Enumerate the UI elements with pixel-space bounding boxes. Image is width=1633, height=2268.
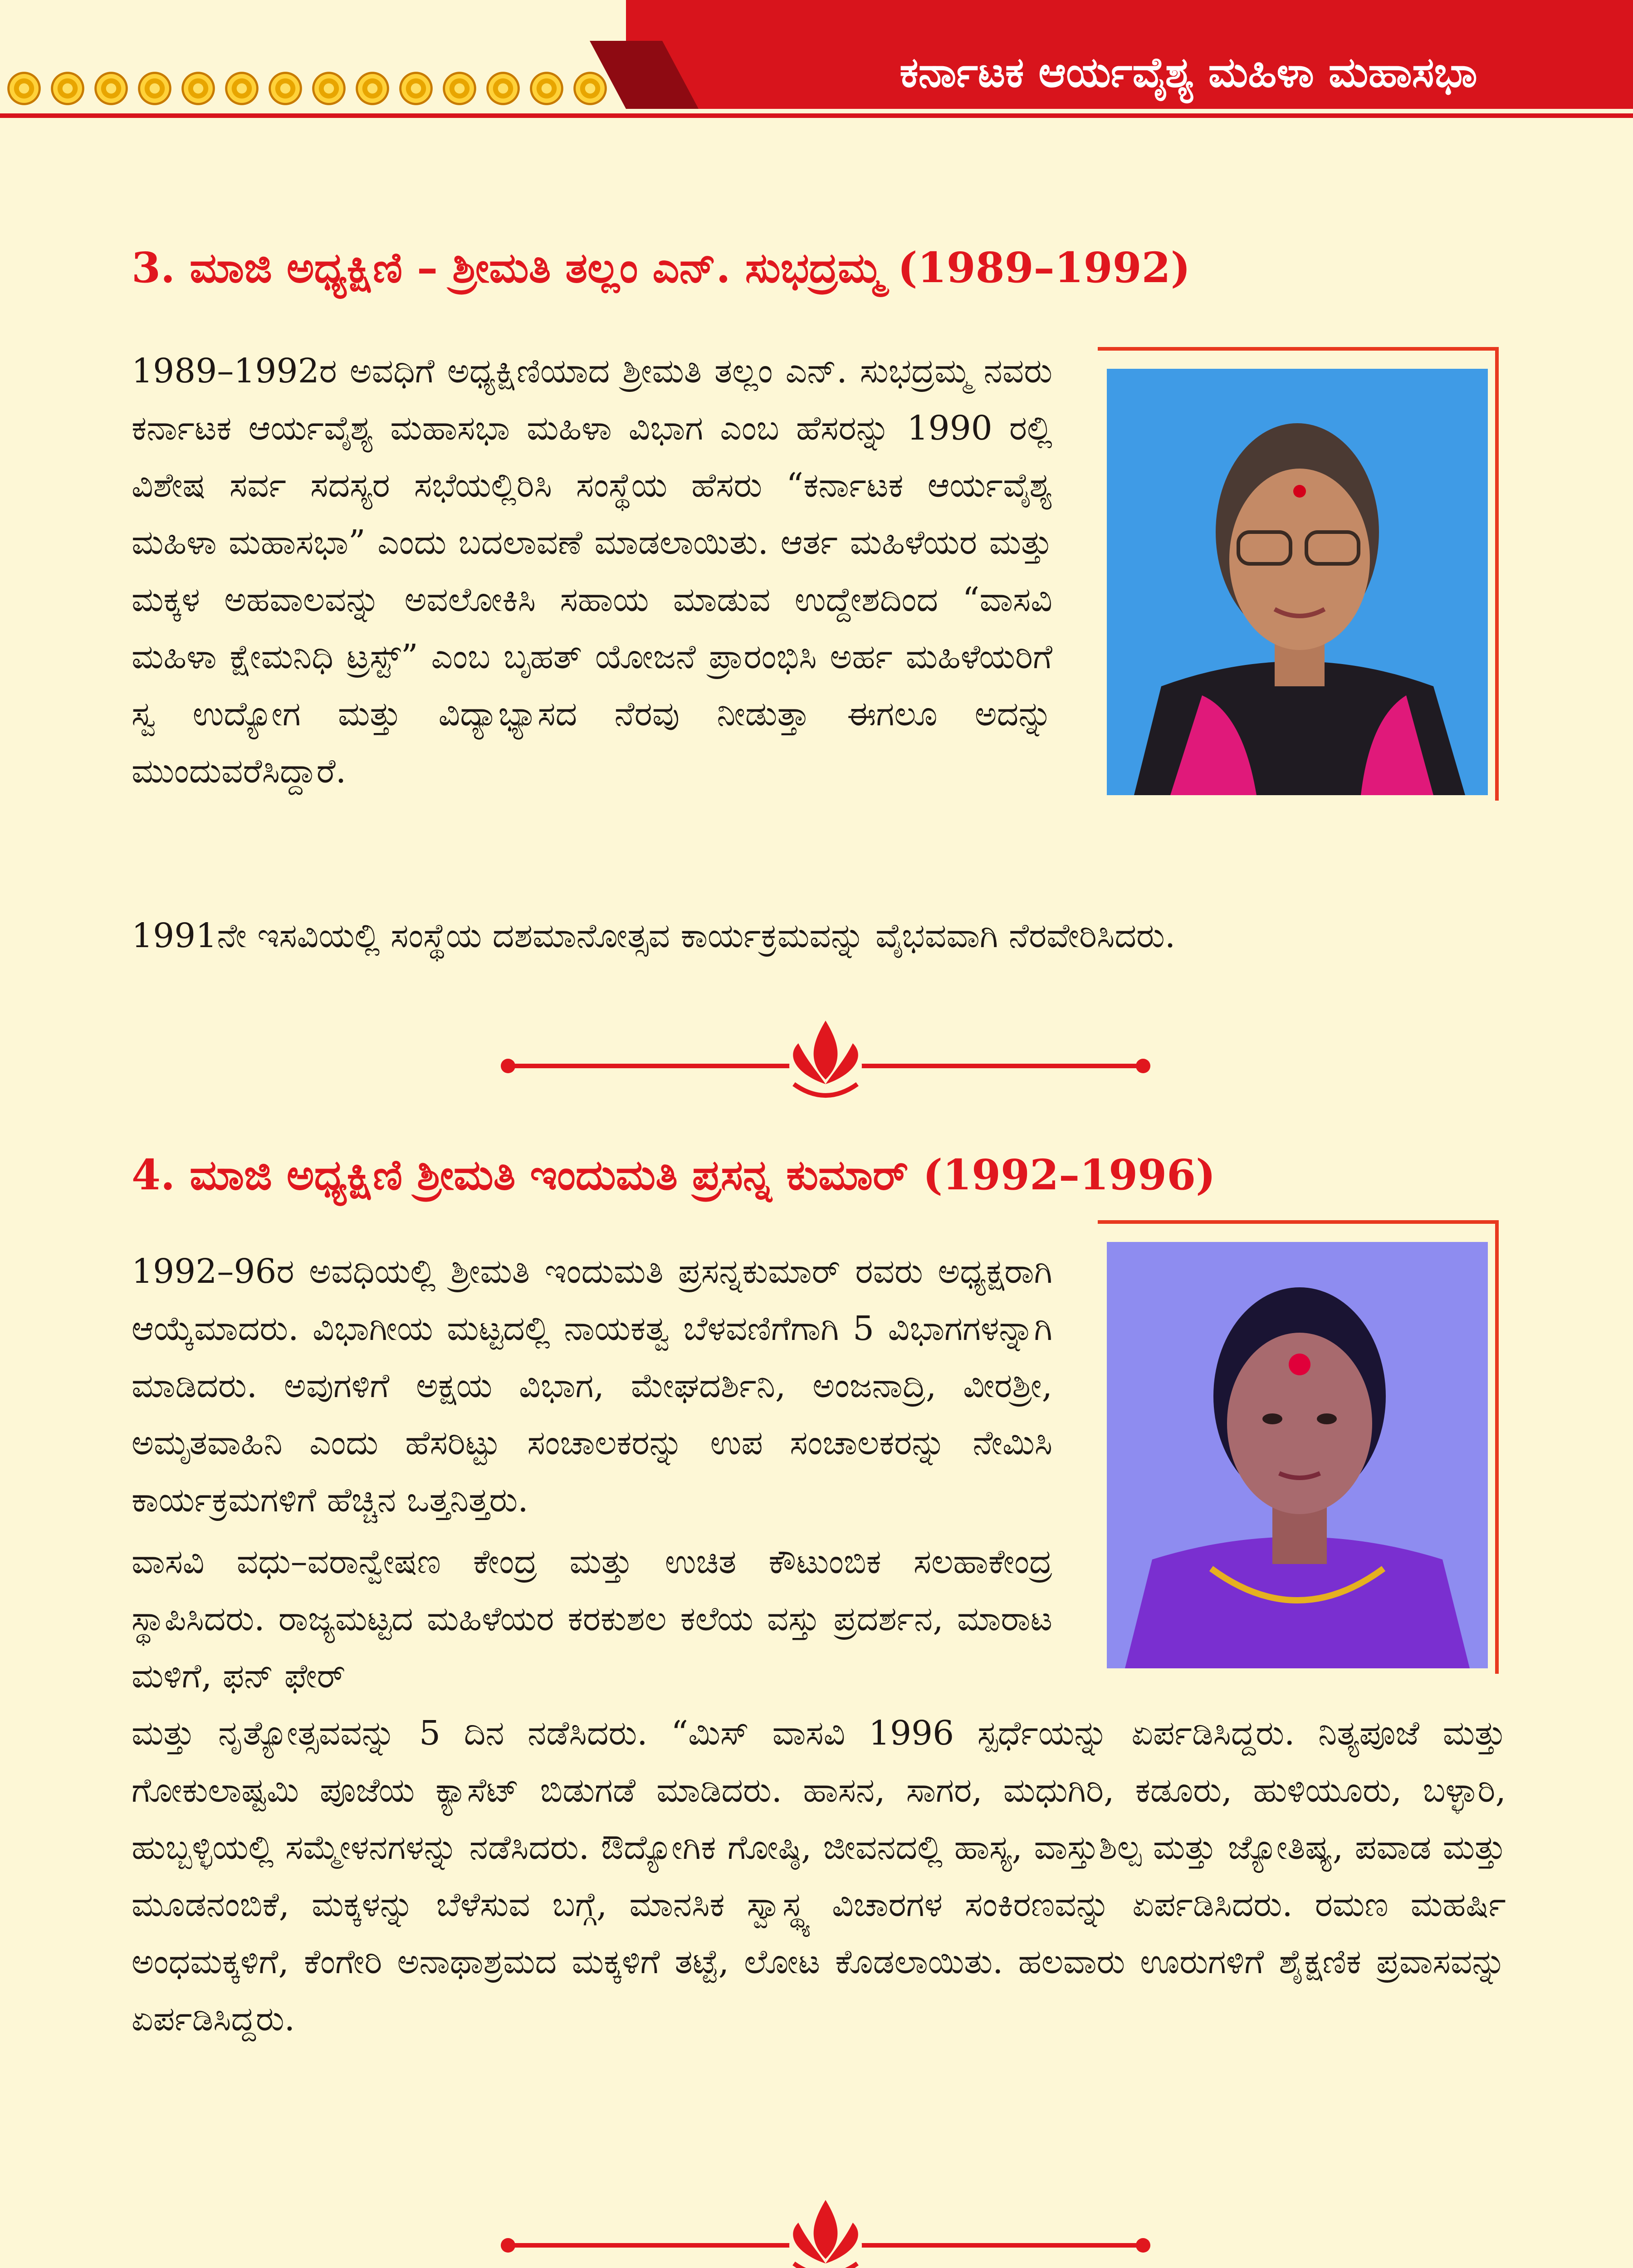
section-3-portrait-photo [1107,369,1488,795]
section-3-photo-frame [1098,347,1499,801]
flower-ornament [222,69,261,108]
section-3-heading: 3. ಮಾಜಿ ಅಧ್ಯಕ್ಷಿಣಿ – ಶ್ರೀಮತಿ ತಲ್ಲಂ ಎನ್. ಸುಭದ್ರಮ್ಮ (1989–1992) [132,243,1191,292]
flower-ornament [48,69,87,108]
header-rule [0,113,1633,118]
flower-ornament [92,69,131,108]
section-4-portrait-photo [1107,1242,1488,1668]
flower-ornament [5,69,44,108]
flower-ornament [266,69,305,108]
section-3-paragraph: 1989–1992ರ ಅವಧಿಗೆ ಅಧ್ಯಕ್ಷಿಣಿಯಾದ ಶ್ರೀಮತಿ ತಲ್ಲಂ ಎನ್. ಸುಭದ್ರಮ್ಮ ನವರು ಕರ್ನಾಟಕ ಆರ್ಯವೈಶ್ಯ ಮಹಾಸಭಾ ಮಹಿಳಾ ವಿಭಾಗ ಎಂಬ ಹೆಸರನ್ನು 1990 ರಲ್ಲಿ ವಿಶೇಷ ಸರ್ವ ಸದಸ್ಯರ ಸಭೆಯಲ್ಲಿರಿಸಿ ಸಂಸ್ಥೆಯ ಹೆಸರು “ಕರ್ನಾಟಕ ಆರ್ಯವೈಶ್ಯ ಮಹಿಳಾ ಮಹಾಸಭಾ” ಎಂದು ಬದಲಾವಣೆ ಮಾಡಲಾಯಿತು. ಆರ್ತ ಮಹಿಳೆಯರ ಮತ್ತು ಮಕ್ಕಳ ಅಹವಾಲವನ್ನು ಅವಲೋಕಿಸಿ ಸಹಾಯ ಮಾಡುವ ಉದ್ದೇಶದಿಂದ “ವಾಸವಿ ಮಹಿಳಾ ಕ್ಷೇಮನಿಧಿ ಟ್ರಸ್ಟ್” ಎಂಬ ಬೃಹತ್ ಯೋಜನೆ ಪ್ರಾರಂಭಿಸಿ ಅರ್ಹ ಮಹಿಳೆಯರಿಗೆ ಸ್ವ ಉದ್ಯೋಗ ಮತ್ತು ವಿದ್ಯಾಭ್ಯಾಸದ ನೆರವು ನೀಡುತ್ತಾ ಈಗಲೂ ಅದನ್ನು ಮುಂದುವರೆಸಿದ್ದಾರೆ. [132,352,1052,791]
org-title: ಕರ್ನಾಟಕ ಆರ್ಯವೈಶ್ಯ ಮಹಿಳಾ ಮಹಾಸಭಾ [900,48,1477,97]
flower-ornament [571,69,610,108]
ornament-divider-2 [499,2195,1152,2268]
header-band [0,0,1633,122]
flower-ornament [135,69,174,108]
ornament-divider-1 [499,1016,1152,1107]
flower-ornament [179,69,218,108]
flower-ornament [527,69,566,108]
section-4-paragraph: 1992–96ರ ಅವಧಿಯಲ್ಲಿ ಶ್ರೀಮತಿ ಇಂದುಮತಿ ಪ್ರಸನ್ನಕುಮಾರ್ ರವರು ಅಧ್ಯಕ್ಷರಾಗಿ ಆಯ್ಕೆಮಾದರು. ವಿಭಾಗೀಯ ಮಟ್ಟದಲ್ಲಿ ನಾಯಕತ್ವ ಬೆಳವಣಿಗೆಗಾಗಿ 5 ವಿಭಾಗಗಳನ್ನಾಗಿ ಮಾಡಿದರು. ಅವುಗಳಿಗೆ ಅಕ್ಷಯ ವಿಭಾಗ, ಮೇಘದರ್ಶಿನಿ, ಅಂಜನಾದ್ರಿ, ವೀರಶ್ರೀ, ಅಮೃತವಾಹಿನಿ ಎಂದು ಹೆಸರಿಟ್ಟು ಸಂಚಾಲಕರನ್ನು ಉಪ ಸಂಚಾಲಕರನ್ನು ನೇಮಿಸಿ ಕಾರ್ಯಕ್ರಮಗಳಿಗೆ ಹೆಚ್ಚಿನ ಒತ್ತನಿತ್ತರು. [132,1252,1052,1520]
section-4-heading: 4. ಮಾಜಿ ಅಧ್ಯಕ್ಷಿಣಿ ಶ್ರೀಮತಿ ಇಂದುಮತಿ ಪ್ರಸನ್ನ ಕುಮಾರ್ (1992–1996) [132,1150,1216,1199]
section-3-paragraph-2: 1991ನೇ ಇಸವಿಯಲ್ಲಿ ಸಂಸ್ಥೆಯ ದಶಮಾನೋತ್ಸವ ಕಾರ್ಯಕ್ರಮವನ್ನು ವೈಭವವಾಗಿ ನೆರವೇರಿಸಿದರು. [132,916,1176,955]
section-4-paragraph-2b: ಮತ್ತು ನೃತ್ಯೋತ್ಸವವನ್ನು 5 ದಿನ ನಡೆಸಿದರು. “ಮಿಸ್ ವಾಸವಿ 1996 ಸ್ಪರ್ಧೆಯನ್ನು ಏರ್ಪಡಿಸಿದ್ದರು. ನಿತ್ಯಪೂಜೆ ಮತ್ತು ಗೋಕುಲಾಷ್ಟಮಿ ಪೂಜೆಯ ಕ್ಯಾಸೆಟ್ ಬಿಡುಗಡೆ ಮಾಡಿದರು. ಹಾಸನ, ಸಾಗರ, ಮಧುಗಿರಿ, ಕಡೂರು, ಹುಳಿಯೂರು, ಬಳ್ಳಾರಿ, ಹುಬ್ಬಳ್ಳಿಯಲ್ಲಿ ಸಮ್ಮೇಳನಗಳನ್ನು ನಡೆಸಿದರು. ಔದ್ಯೋಗಿಕ ಗೋಷ್ಠಿ, ಜೀವನದಲ್ಲಿ ಹಾಸ್ಯ, ವಾಸ್ತುಶಿಲ್ಪ ಮತ್ತು ಜ್ಯೋತಿಷ್ಯ, ಪವಾಡ ಮತ್ತು ಮೂಡನಂಬಿಕೆ, ಮಕ್ಕಳನ್ನು ಬೆಳೆಸುವ ಬಗ್ಗೆ, ಮಾನಸಿಕ ಸ್ವಾಸ್ಥ್ಯ ವಿಚಾರಗಳ ಸಂಕಿರಣವನ್ನು ಏರ್ಪಡಿಸಿದರು. ರಮಣ ಮಹರ್ಷಿ ಅಂಧಮಕ್ಕಳಿಗೆ, ಕೆಂಗೇರಿ ಅನಾಥಾಶ್ರಮದ ಮಕ್ಕಳಿಗೆ ತಟ್ಟೆ, ಲೋಟ ಕೊಡಲಾಯಿತು. ಹಲವಾರು ಊರುಗಳಿಗೆ ಶೈಕ್ಷಣಿಕ ಪ್ರವಾಸವನ್ನು ಏರ್ಪಡಿಸಿದ್ದರು. [132,1714,1506,2038]
flower-ornament [440,69,479,108]
header-flower-border [0,66,631,111]
flower-ornament [309,69,348,108]
portrait-illustration [1107,1242,1488,1668]
section-4-photo-frame [1098,1220,1499,1674]
header-red-strip-top [626,0,1633,41]
flower-ornament [353,69,392,108]
flower-ornament [396,69,435,108]
portrait-illustration [1107,369,1488,795]
section-4-paragraph-2a: ವಾಸವಿ ವಧು–ವರಾನ್ವೇಷಣ ಕೇಂದ್ರ ಮತ್ತು ಉಚಿತ ಕೌಟುಂಬಿಕ ಸಲಹಾಕೇಂದ್ರ ಸ್ಥಾಪಿಸಿದರು. ರಾಜ್ಯಮಟ್ಟದ ಮಹಿಳೆಯರ ಕರಕುಶಲ ಕಲೆಯ ವಸ್ತು ಪ್ರದರ್ಶನ, ಮಾರಾಟ ಮಳಿಗೆ, ಫನ್ ಫೇರ್ [132,1542,1052,1696]
flower-ornament [484,69,523,108]
